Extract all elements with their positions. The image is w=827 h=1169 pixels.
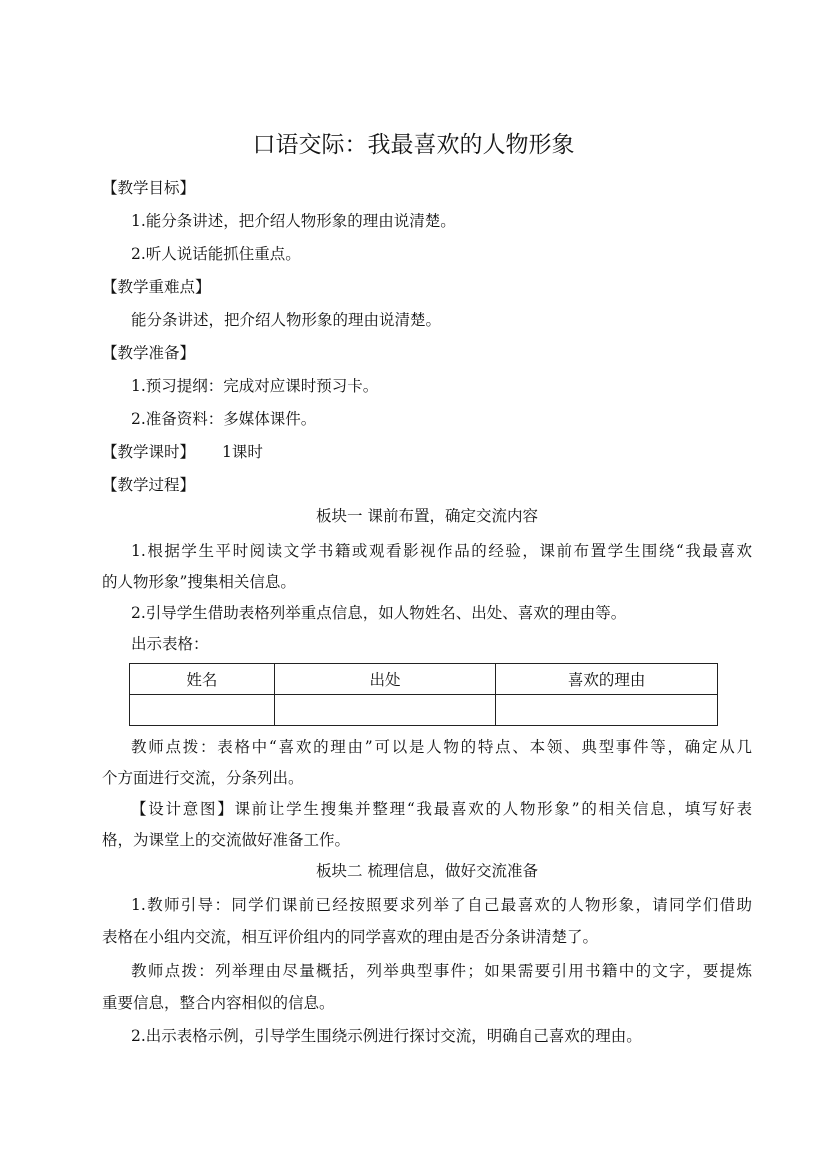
block2-paragraph-2: 2.出示表格示例，引导学生围绕示例进行探讨交流，明确自己喜欢的理由。 bbox=[131, 1027, 642, 1045]
prep-item-1: 1.预习提纲：完成对应课时预习卡。 bbox=[131, 377, 379, 395]
block2-tip-line-1: 教师点拨：列举理由尽量概括，列举典型事件；如果需要引用书籍中的文字，要提炼 bbox=[131, 962, 752, 980]
block1-tip-line-2: 个方面进行交流，分条列出。 bbox=[102, 769, 304, 787]
block1-tip-line-1: 教师点拨：表格中“喜欢的理由”可以是人物的特点、本领、典型事件等，确定从几 bbox=[131, 738, 752, 756]
block2-tip-line-2: 重要信息，整合内容相似的信息。 bbox=[102, 994, 335, 1012]
show-table-label: 出示表格： bbox=[131, 635, 209, 653]
block2-heading: 板块二 梳理信息，做好交流准备 bbox=[316, 862, 538, 880]
table-cell-empty bbox=[274, 695, 496, 726]
key-text: 能分条讲述，把介绍人物形象的理由说清楚。 bbox=[131, 311, 442, 329]
goal-item-1: 1.能分条讲述，把介绍人物形象的理由说清楚。 bbox=[131, 212, 456, 230]
section-heading-hours: 【教学课时】 bbox=[102, 443, 196, 461]
section-heading-key: 【教学重难点】 bbox=[102, 278, 211, 296]
table-cell-empty bbox=[496, 695, 718, 726]
class-hours-row bbox=[102, 441, 752, 463]
block1-paragraph-2: 2.引导学生借助表格列举重点信息，如人物姓名、出处、喜欢的理由等。 bbox=[131, 604, 627, 622]
table-header-row bbox=[130, 664, 718, 695]
table-header-name: 姓名 bbox=[130, 664, 275, 695]
table-cell-empty bbox=[130, 695, 275, 726]
block1-heading: 板块一 课前布置，确定交流内容 bbox=[316, 507, 538, 525]
info-table bbox=[129, 663, 718, 726]
section-heading-prep: 【教学准备】 bbox=[102, 344, 196, 362]
class-hours-value: 1课时 bbox=[221, 443, 263, 461]
block1-paragraph-1-line-2: 的人物形象”搜集相关信息。 bbox=[102, 573, 296, 591]
block2-paragraph-1-line-1: 1.教师引导：同学们课前已经按照要求列举了自己最喜欢的人物形象，请同学们借助 bbox=[131, 896, 752, 914]
block1-paragraph-1-line-1: 1.根据学生平时阅读文学书籍或观看影视作品的经验，课前布置学生围绕“我最喜欢 bbox=[131, 542, 752, 560]
table-row bbox=[130, 695, 718, 726]
prep-item-2: 2.准备资料：多媒体课件。 bbox=[131, 410, 317, 428]
design-intent-line-2: 格，为课堂上的交流做好准备工作。 bbox=[102, 831, 351, 849]
block2-paragraph-1-line-2: 表格在小组内交流，相互评价组内的同学喜欢的理由是否分条讲清楚了。 bbox=[102, 928, 599, 946]
page-title: 口语交际：我最喜欢的人物形象 bbox=[252, 132, 575, 158]
goal-item-2: 2.听人说话能抓住重点。 bbox=[131, 245, 301, 263]
section-heading-goals: 【教学目标】 bbox=[102, 179, 196, 197]
table-header-source: 出处 bbox=[274, 664, 496, 695]
section-heading-process: 【教学过程】 bbox=[102, 476, 196, 494]
table-header-reason: 喜欢的理由 bbox=[496, 664, 718, 695]
design-intent-line-1: 【设计意图】课前让学生搜集并整理“我最喜欢的人物形象”的相关信息，填写好表 bbox=[131, 800, 752, 818]
